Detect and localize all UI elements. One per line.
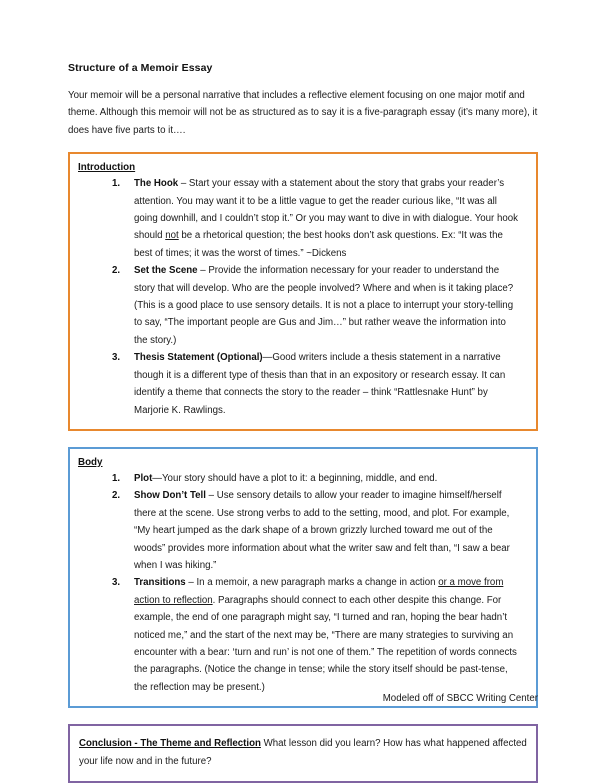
item-lead: Show Don’t Tell: [134, 490, 206, 502]
intro-paragraph: Your memoir will be a personal narrative that includes a reflective element focusing on one major motif and theme. Although this memoir will not be as structured as to say it is a five-paragraph essay (it’s many more), it does have five parts to it….: [68, 90, 538, 136]
item-text-before: —Your story should have a plot to it: a beginning, middle, and end.: [152, 472, 438, 484]
footer-attribution: Modeled off of SBCC Writing Center: [382, 693, 538, 704]
item-lead: Set the Scene: [134, 265, 198, 277]
section-conclusion: [68, 724, 538, 783]
list-item: [134, 574, 522, 696]
list-item: [134, 349, 522, 419]
item-lead: Plot: [134, 472, 153, 484]
list-item: [134, 175, 522, 262]
item-text-before: – Use sensory details to allow your reader to imagine himself/herself there at the scene. Use strong verbs to add to the setting, mood, and plot. For example, “My heart jumped as the dark shape of a brown grizzly lurched toward me out of the woods” provides more information about what the writer saw and felt than, “I saw a bear when I was hiking.”: [134, 490, 510, 571]
list-item: [134, 470, 522, 487]
section-introduction: [68, 152, 538, 431]
item-text-after: be a rhetorical question; the best hooks don’t ask questions. Ex: “It was the best of times; it was the worst of times.” ~Dickens: [134, 230, 503, 259]
list-item: [134, 487, 522, 574]
item-text-before: —Good writers include a thesis statement in a narrative though it is a different type of thesis than that in an expository or research essay. It can identify a theme that connects the story to the reader – think “Rattlesnake Hunt” by Marjorie K. Rawlings.: [134, 352, 506, 416]
body-list: [78, 470, 528, 696]
item-text-after: . Paragraphs should connect to each other despite this change. For example, the end of one paragraph might say, “I turned and ran, hoping the bear hadn’t noticed me,” and the start of the next may be, “There are many strategies to surviving an encounter with a bear: ‘turn and run’ is not one of them.” The repetition of words connects the paragraphs. (Notice the change in tense; while the story itself should be past-tense, the reflection may be present.): [134, 594, 517, 693]
section-body: [68, 447, 538, 708]
item-text-before: – Provide the information necessary for your reader to understand the story that will develop. Who are the people involved? Where and when is it taking place? (This is a good place to use sensory details. It is not a place to interrupt your story-telling to say, “The important people are Gus and Jim…” but rather weave the information into the story.): [134, 265, 514, 346]
conclusion-body: What lesson did you learn? How has what happened affected your life now and in the future?: [79, 738, 527, 767]
conclusion-lead: Conclusion - The Theme and Reflection: [79, 738, 261, 750]
item-lead: Thesis Statement (Optional): [134, 352, 263, 364]
item-lead: Transitions: [134, 577, 186, 589]
section-heading-body: Body: [78, 456, 103, 468]
page-title: Structure of a Memoir Essay: [68, 62, 213, 74]
introduction-list: [78, 175, 528, 419]
item-lead: The Hook: [134, 178, 179, 190]
item-text-before: – In a memoir, a new paragraph marks a change in action: [185, 577, 439, 589]
conclusion-text: [79, 735, 528, 770]
item-text-underlined: or a move from action to reflection: [134, 577, 504, 606]
section-heading-introduction: Introduction: [78, 162, 136, 174]
item-text-before: – Start your essay with a statement about the story that grabs your reader’s attention. You may want it to be a little vague to get the reader curious like, “It was all going downhill, and I couldn’t stop it.” Or you may want to dive in with dialogue. Your hook should: [134, 178, 518, 242]
list-item: [134, 262, 522, 349]
item-text-underlined: not: [165, 230, 179, 242]
